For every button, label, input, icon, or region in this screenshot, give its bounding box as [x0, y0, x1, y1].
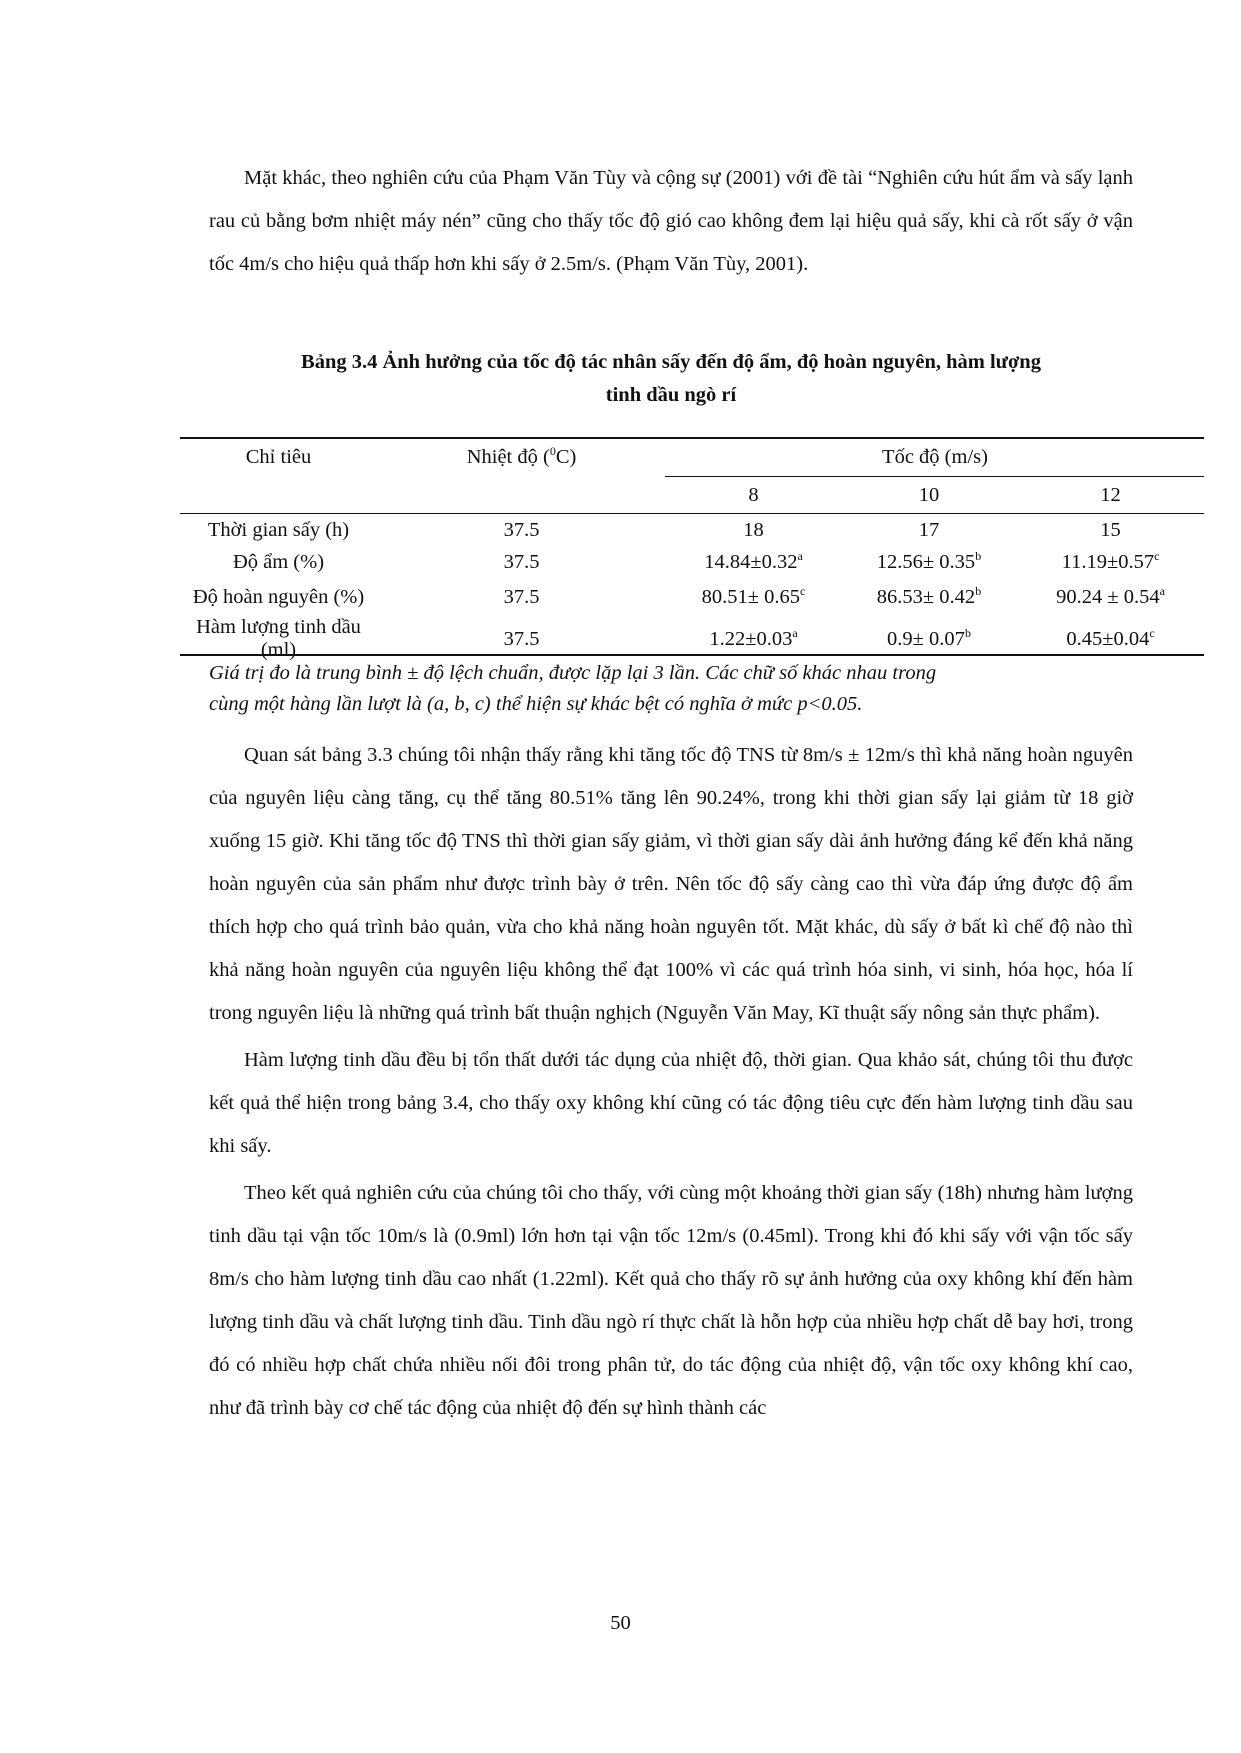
row-temp: 37.5 [503, 627, 540, 650]
cell-value: 11.19±0.57$^c$ [1061, 548, 1160, 573]
table-row [180, 616, 1204, 662]
paragraph-intro [209, 157, 1133, 286]
table-footnote-line2: cùng một hàng lần lượt là (a, b, c) thể hiện sự khác bệt có nghĩa ở mức p<0.05. [209, 693, 863, 715]
table-footnote [209, 658, 1133, 720]
paragraph-text: Hàm lượng tinh dầu đều bị tổn thất dưới tác dụng của nhiệt độ, thời gian. Qua khảo sát, chúng tôi thu được kết quả thể hiện trong bảng 3.4, cho thấy oxy không khí cũng có tác động tiêu cực đến hàm lượng tinh dầu sau khi sấy. [209, 1049, 1133, 1157]
cell-value: 86.53± 0.42$^b$ [876, 583, 982, 608]
table-subheader-row [180, 477, 1204, 514]
table-footnote-line1: Giá trị đo là trung bình ± độ lệch chuẩn, được lặp lại 3 lần. Các chữ số khác nhau trong [209, 662, 937, 684]
cell-value: 80.51± 0.65$^c$ [701, 583, 806, 608]
header-speed-10: 10 [918, 484, 940, 506]
cell-value: 0.9± 0.07$^b$ [887, 625, 971, 650]
header-indicator: Chỉ tiêu [245, 446, 312, 468]
cell-value: 15 [1100, 518, 1121, 541]
cell-value: 17 [918, 518, 940, 541]
row-temp: 37.5 [503, 518, 540, 541]
cell-value: 90.24 ± 0.54$^a$ [1056, 583, 1165, 608]
header-speed-8: 8 [748, 484, 759, 506]
header-temperature: Nhiệt độ ($^0$C) [466, 444, 577, 468]
row-label: Thời gian sấy (h) [207, 518, 350, 541]
paragraph-text: Mặt khác, theo nghiên cứu của Phạm Văn Tùy và cộng sự (2001) với đề tài “Nghiên cứu hút ẩm và sấy lạnh rau củ bằng bơm nhiệt máy nén” cũng cho thấy tốc độ gió cao không đem lại hiệu quả sấy, khi cà rốt sấy ở vận tốc 4m/s cho hiệu quả thấp hơn khi sấy ở 2.5m/s. (Phạm Văn Tùy, 2001). [209, 167, 1133, 275]
paragraph-text: Theo kết quả nghiên cứu của chúng tôi cho thấy, với cùng một khoảng thời gian sấy (18h) nhưng hàm lượng tinh dầu tại vận tốc 10m/s là (0.9ml) lớn hơn tại vận tốc 12m/s (0.45ml). Trong khi đó khi sấy với vận tốc sấy 8m/s cho hàm lượng tinh dầu cao nhất (1.22ml). Kết quả cho thấy rõ sự ảnh hưởng của oxy không khí đến hàm lượng tinh dầu và chất lượng tinh dầu. Tinh dầu ngò rí thực chất là hỗn hợp của nhiều hợp chất dễ bay hơi, trong đó có nhiều hợp chất chứa nhiều nối đôi trong phân tử, do tác động của nhiệt độ, vận tốc oxy không khí cao, như đã trình bày cơ chế tác động của nhiệt độ đến sự hình thành các [209, 1182, 1133, 1419]
row-temp: 37.5 [503, 585, 540, 608]
cell-value: 1.22±0.03$^a$ [709, 625, 798, 650]
row-label: Độ ẩm (%) [232, 550, 325, 573]
table-caption [209, 346, 1133, 412]
table-caption-line1: Bảng 3.4 Ảnh hưởng của tốc độ tác nhân sấy đến độ ẩm, độ hoàn nguyên, hàm lượng [301, 351, 1041, 373]
cell-value: 12.56± 0.35$^b$ [876, 548, 982, 573]
cell-value: 0.45±0.04$^c$ [1066, 625, 1155, 650]
paragraph-body [209, 734, 1133, 1430]
row-label: Hàm lượng tinh dầu (ml) [196, 616, 361, 661]
table-row [180, 514, 1204, 546]
data-table [180, 438, 1204, 662]
table-row [180, 578, 1204, 616]
page-number: 50 [610, 1612, 631, 1634]
cell-value: 18 [743, 518, 764, 541]
table-row [180, 546, 1204, 578]
header-speed-12: 12 [1100, 484, 1121, 506]
cell-value: 14.84±0.32$^a$ [704, 548, 803, 573]
row-temp: 37.5 [503, 550, 540, 573]
table-caption-line2: tinh dầu ngò rí [605, 384, 737, 406]
header-speed: Tốc độ (m/s) [882, 446, 988, 468]
paragraph-text: Quan sát bảng 3.3 chúng tôi nhận thấy rằng khi tăng tốc độ TNS từ 8m/s ± 12m/s thì khả năng hoàn nguyên của nguyên liệu càng tăng, cụ thể tăng 80.51% tăng lên 90.24%, trong khi thời gian sấy lại giảm từ 18 giờ xuống 15 giờ. Khi tăng tốc độ TNS thì thời gian sấy giảm, vì thời gian sấy dài ảnh hưởng đáng kể đến khả năng hoàn nguyên của sản phẩm như được trình bày ở trên. Nên tốc độ sấy càng cao thì vừa đáp ứng được độ ẩm thích hợp cho quá trình bảo quản, vừa cho khả năng hoàn nguyên tốt. Mặt khác, dù sấy ở bất kì chế độ nào thì khả năng hoàn nguyên của nguyên liệu không thể đạt 100% vì các quá trình hóa sinh, vi sinh, hóa học, hóa lí trong nguyên liệu là những quá trình bất thuận nghịch (Nguyễn Văn May, Kĩ thuật sấy nông sản thực phẩm). [209, 744, 1133, 1024]
table-header-row [180, 438, 1204, 477]
row-label: Độ hoàn nguyên (%) [192, 585, 365, 608]
